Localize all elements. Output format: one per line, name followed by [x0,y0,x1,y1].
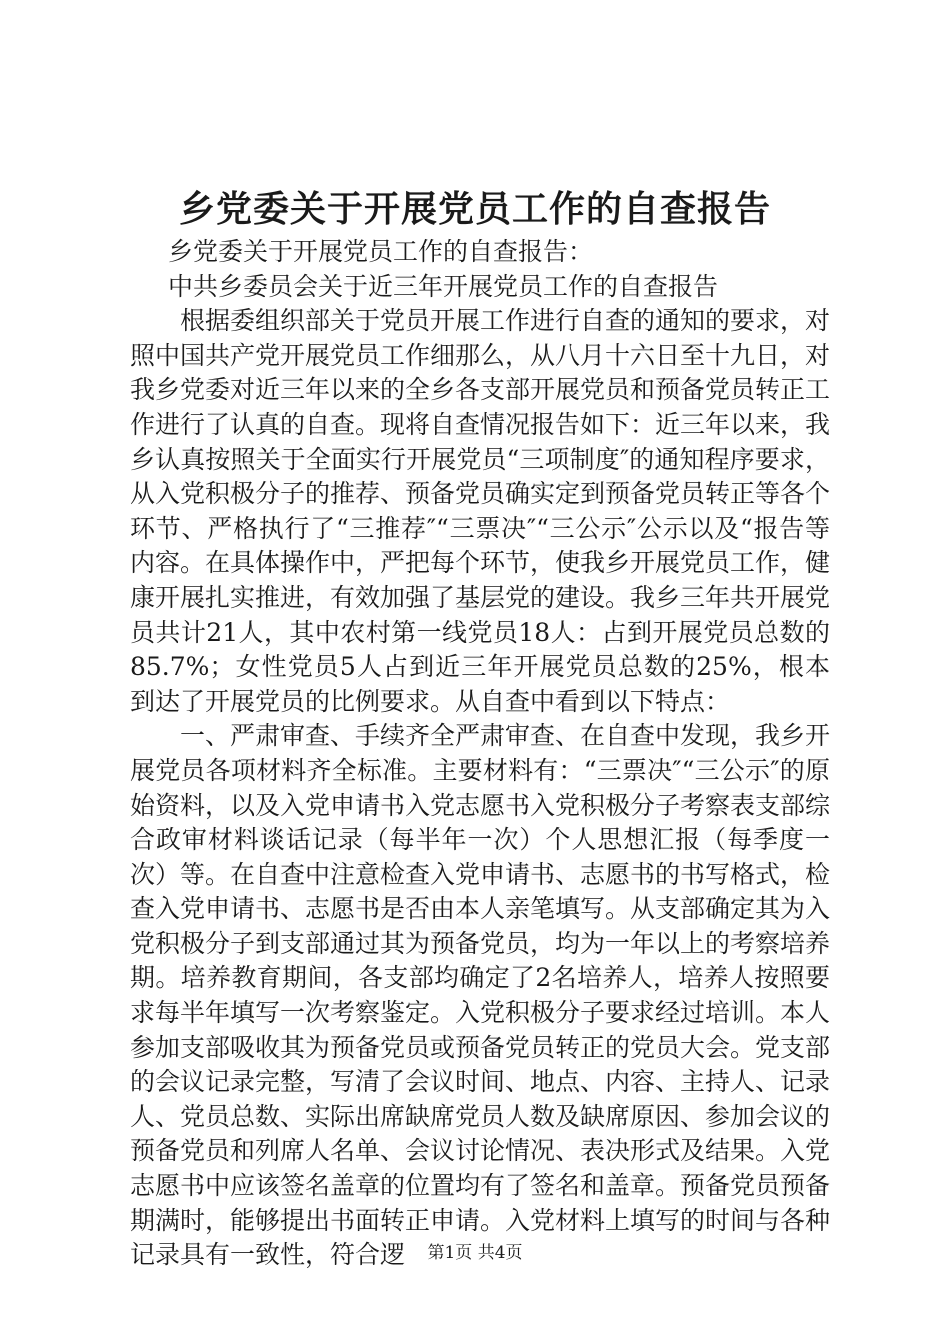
paragraph-report-heading: 中共乡委员会关于近三年开展党员工作的自查报告 [168,271,719,301]
document-title: 乡党委关于开展党员工作的自查报告 [178,188,771,230]
paragraph-intro: 根据委组织部关于党员开展工作进行自查的通知的要求，对照中国共产党开展党员工作细那么，从八月十六日至十九日，对我乡党委对近三年以来的全乡各支部开展党员和预备党员转正工作进行了认真的自查。现将自查情况报告如下：近三年以来，我乡认真按照关于全面实行开展党员“三项制度″的通知程序要求，从入党积极分子的推荐、预备党员确实定到预备党员转正等各个环节、严格执行了“三推荐″“三票决″“三公示″公示以及“报告等内容。在具体操作中，严把每个环节，使我乡开展党员工作，健康开展扎实推进，有效加强了基层党的建设。我乡三年共开展党员共计21人，其中农村第一线党员18人：占到开展党员总数的85.7%；女性党员5人占到近三年开展党员总数的25%，根本到达了开展党员的比例要求。从自查中看到以下特点： [130,306,831,716]
page-footer: 第1页 共4页 [427,1243,523,1263]
paragraph-section-one: 一、严肃审查、手续齐全严肃审查、在自查中发现，我乡开展党员各项材料齐全标准。主要材料有：“三票决″“三公示″的原始资料，以及入党申请书入党志愿书入党积极分子考察表支部综合政审材料谈话记录（每半年一次）个人思想汇报（每季度一次）等。在自查中注意检查入党申请书、志愿书的书写格式，检查入党申请书、志愿书是否由本人亲笔填写。从支部确定其为入党积极分子到支部通过其为预备党员，均为一年以上的考察培养期。培养教育期间，各支部均确定了2名培养人，培养人按照要求每半年填写一次考察鉴定。入党积极分子要求经过培训。本人参加支部吸收其为预备党员或预备党员转正的党员大会。党支部的会议记录完整，写清了会议时间、地点、内容、主持人、记录人、党员总数、实际出席缺席党员人数及缺席原因、参加会议的预备党员和列席人名单、会议讨论情况、表决形式及结果。入党志愿书中应该签名盖章的位置均有了签名和盖章。预备党员预备期满时，能够提出书面转正申请。入党材料上填写的时间与各种记录具有一致性，符合逻 [130,721,831,1270]
paragraph-subtitle: 乡党委关于开展党员工作的自查报告： [168,237,594,266]
document-body [130,235,830,1273]
